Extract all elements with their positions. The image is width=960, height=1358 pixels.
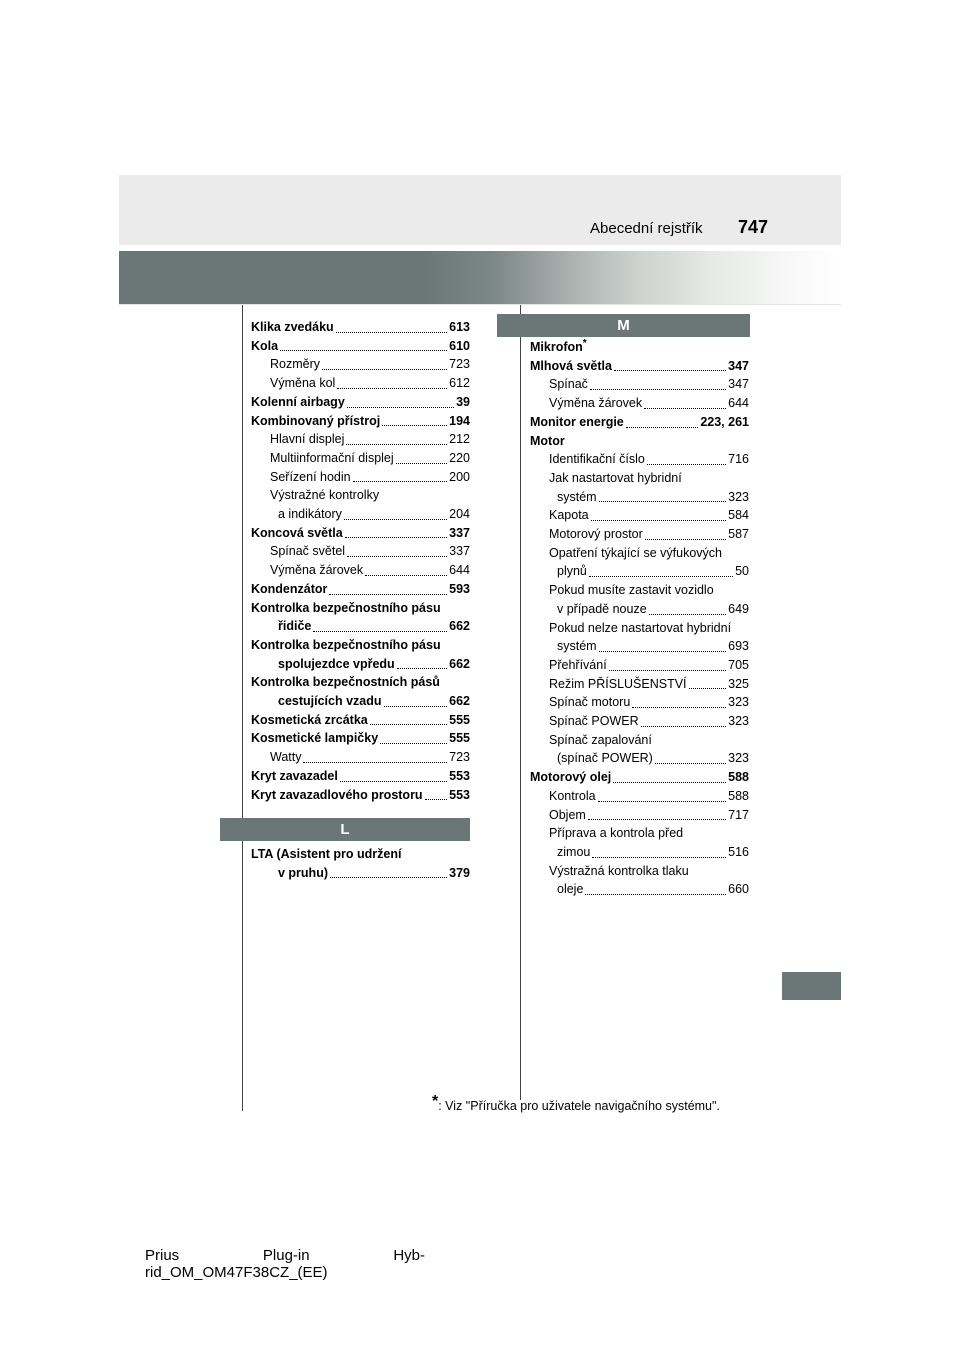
index-entry-page: 705 xyxy=(728,657,749,672)
index-column-l-section xyxy=(251,845,470,882)
index-entry-page: 223, 261 xyxy=(700,414,749,429)
dot-leader xyxy=(346,444,447,445)
index-entry-page: 337 xyxy=(449,544,470,559)
index-entry xyxy=(251,318,470,337)
dot-leader xyxy=(609,670,726,671)
index-entry-term: Pokud musíte zastavit vozidlo xyxy=(549,583,714,598)
index-entry xyxy=(530,731,749,750)
gradient-banner xyxy=(119,251,841,304)
index-entry-page: 204 xyxy=(449,507,470,522)
index-entry-page: 337 xyxy=(449,525,470,540)
index-entry-term: systém xyxy=(557,489,597,504)
index-entry-term: Monitor energie xyxy=(530,414,624,429)
index-entry-term: Kolenní airbagy xyxy=(251,394,345,409)
index-entry xyxy=(530,469,749,488)
index-entry-term: Kapota xyxy=(549,508,589,523)
index-entry-page: 200 xyxy=(449,469,470,484)
index-entry-term: Kosmetické lampičky xyxy=(251,731,379,746)
index-entry-page: 612 xyxy=(449,376,470,391)
index-entry-page: 516 xyxy=(728,844,749,859)
dot-leader xyxy=(336,332,447,333)
dot-leader xyxy=(626,427,699,428)
index-entry xyxy=(530,656,749,675)
dot-leader xyxy=(590,389,726,390)
dot-leader xyxy=(592,857,726,858)
dot-leader xyxy=(614,370,726,371)
footer-line-2: rid_OM_OM47F38CZ_(EE) xyxy=(145,1264,328,1281)
footer-word-1: Prius xyxy=(145,1247,180,1264)
index-entry xyxy=(530,843,749,862)
dot-leader xyxy=(588,819,726,820)
banner-underline xyxy=(119,304,841,305)
dot-leader xyxy=(353,481,448,482)
index-entry-term: Seřízení hodin xyxy=(270,469,351,484)
index-entry-page: 588 xyxy=(728,788,749,803)
index-entry xyxy=(251,864,470,883)
index-entry xyxy=(251,692,470,711)
index-entry xyxy=(251,542,470,561)
dot-leader xyxy=(647,464,726,465)
index-entry-term: Spínač zapalování xyxy=(549,732,652,747)
index-entry-term: Spínač POWER xyxy=(549,714,639,729)
dot-leader xyxy=(380,743,447,744)
footer-word-2: Plug-in xyxy=(262,1247,310,1264)
index-entry-page: 323 xyxy=(728,714,749,729)
index-entry-page: 660 xyxy=(728,882,749,897)
index-entry-page: 347 xyxy=(728,377,749,392)
dot-leader xyxy=(345,537,447,538)
index-entry-page: 649 xyxy=(728,601,749,616)
index-entry-page: 723 xyxy=(449,357,470,372)
section-header-l: L xyxy=(220,818,470,841)
index-column-left xyxy=(251,318,470,804)
index-entry-term: Výstražné kontrolky xyxy=(270,488,380,503)
index-entry xyxy=(530,862,749,881)
index-entry-term: Kryt zavazadlového prostoru xyxy=(251,787,423,802)
footer-line-1 xyxy=(145,1247,425,1264)
dot-leader xyxy=(330,877,447,878)
dot-leader xyxy=(591,520,727,521)
dot-leader xyxy=(598,801,727,802)
dot-leader xyxy=(340,781,447,782)
index-entry-term: Kombinovaný přístroj xyxy=(251,413,381,428)
dot-leader xyxy=(280,350,447,351)
index-entry xyxy=(251,845,470,864)
left-column-rule xyxy=(242,305,243,1111)
index-entry-term: Motorový olej xyxy=(530,770,612,785)
index-entry xyxy=(251,673,470,692)
index-entry-page: 50 xyxy=(735,564,749,579)
index-entry xyxy=(530,749,749,768)
index-entry-term: Spínač světel xyxy=(270,544,346,559)
index-entry xyxy=(530,375,749,394)
index-entry-term: Koncová světla xyxy=(251,525,343,540)
index-entry-page: 662 xyxy=(449,656,470,671)
index-entry-term: Spínač motoru xyxy=(549,695,631,710)
index-entry-page: 584 xyxy=(728,508,749,523)
index-entry xyxy=(530,806,749,825)
chapter-tab xyxy=(782,972,841,1000)
index-entry-term: LTA (Asistent pro udržení xyxy=(251,847,402,861)
index-entry xyxy=(251,355,470,374)
index-entry-term: Kola xyxy=(251,338,279,353)
index-entry xyxy=(251,655,470,674)
index-entry-term: Spínač xyxy=(549,377,588,392)
index-entry-term: Multiinformační displej xyxy=(270,450,394,465)
index-entry xyxy=(251,767,470,786)
index-entry-term: Výstražná kontrolka tlaku xyxy=(549,863,689,878)
index-entry xyxy=(251,374,470,393)
dot-leader xyxy=(365,575,447,576)
middle-column-rule xyxy=(520,305,521,1100)
index-entry xyxy=(251,617,470,636)
index-entry-page: 194 xyxy=(449,413,470,428)
index-entry-page: 587 xyxy=(728,527,749,542)
index-entry xyxy=(530,824,749,843)
page-number: 747 xyxy=(738,217,769,237)
index-entry-page: 693 xyxy=(728,639,749,654)
index-column-right xyxy=(530,338,749,899)
index-entry-term: Kondenzátor xyxy=(251,581,328,596)
dot-leader xyxy=(613,782,726,783)
dot-leader xyxy=(382,425,447,426)
index-entry-page: 347 xyxy=(728,358,749,373)
dot-leader xyxy=(396,463,447,464)
dot-leader xyxy=(425,799,448,800)
index-entry xyxy=(530,544,749,563)
index-entry-term: v případě nouze xyxy=(557,601,647,616)
index-entry xyxy=(530,637,749,656)
dot-leader xyxy=(397,668,447,669)
dot-leader xyxy=(655,763,726,764)
dot-leader xyxy=(329,594,447,595)
document-footer xyxy=(145,1247,435,1281)
index-entry xyxy=(530,357,749,376)
dot-leader xyxy=(344,519,447,520)
index-entry-page: 610 xyxy=(449,338,470,353)
index-entry xyxy=(530,619,749,638)
index-entry xyxy=(530,432,749,451)
index-entry-term: Jak nastartovat hybridní xyxy=(549,470,682,485)
index-entry-term: Kontrola xyxy=(549,788,596,803)
index-entry xyxy=(251,599,470,618)
index-entry-term: Přehřívání xyxy=(549,657,607,672)
index-entry xyxy=(530,562,749,581)
index-entry-term: Kontrolka bezpečnostního pásu xyxy=(251,600,441,615)
index-entry xyxy=(251,412,470,431)
index-entry-term: Motorový prostor xyxy=(549,527,643,542)
index-entry-page: 644 xyxy=(728,396,749,411)
index-entry-page: 717 xyxy=(728,807,749,822)
index-entry xyxy=(530,581,749,600)
dot-leader xyxy=(645,539,726,540)
index-entry-page: 39 xyxy=(456,394,470,409)
index-entry-page: 220 xyxy=(449,450,470,465)
index-entry-term: Opatření týkající se výfukových xyxy=(549,545,722,560)
index-entry-page: 212 xyxy=(449,432,470,447)
index-entry-term: Watty xyxy=(270,750,302,765)
index-entry-term: v pruhu) xyxy=(278,865,328,880)
index-entry-page: 593 xyxy=(449,581,470,596)
index-entry xyxy=(251,748,470,767)
dot-leader xyxy=(585,894,726,895)
index-entry-term: Mikrofon xyxy=(530,340,583,354)
index-entry-page: 325 xyxy=(728,676,749,691)
header-band xyxy=(119,175,841,245)
index-entry xyxy=(530,880,749,899)
index-entry-page: 379 xyxy=(449,865,470,880)
index-entry-term: Motor xyxy=(530,433,565,448)
index-entry-term: Výměna kol xyxy=(270,376,336,391)
index-entry-term: Výměna žárovek xyxy=(549,396,643,411)
index-entry-page: 555 xyxy=(449,712,470,727)
index-entry-term: Výměna žárovek xyxy=(270,563,364,578)
page-title: Abecední rejstřík xyxy=(590,220,703,237)
dot-leader xyxy=(313,631,447,632)
index-entry-page: 323 xyxy=(728,751,749,766)
index-entry-page: 716 xyxy=(728,452,749,467)
index-entry xyxy=(251,430,470,449)
index-entry-page: 323 xyxy=(728,695,749,710)
index-entry xyxy=(530,675,749,694)
index-entry-term: Kontrolka bezpečnostních pásů xyxy=(251,675,440,690)
footnote-text: : Viz "Příručka pro uživatele navigačního systému". xyxy=(438,1099,720,1113)
index-entry-term: Kryt zavazadel xyxy=(251,768,338,783)
dot-leader xyxy=(347,407,454,408)
index-entry xyxy=(251,636,470,655)
index-entry-page: 553 xyxy=(449,787,470,802)
footnote-marker: * xyxy=(582,338,587,349)
index-entry xyxy=(530,525,749,544)
index-entry xyxy=(530,693,749,712)
index-entry-page: 723 xyxy=(449,750,470,765)
index-entry-page: 323 xyxy=(728,489,749,504)
index-entry-term: zimou xyxy=(557,844,591,859)
index-entry-page: 662 xyxy=(449,619,470,634)
index-entry-term: cestujících vzadu xyxy=(278,694,382,709)
index-entry-term: Mlhová světla xyxy=(530,358,612,373)
index-entry-page: 588 xyxy=(728,770,749,785)
index-entry xyxy=(251,786,470,805)
index-entry-term: Režim PŘÍSLUŠENSTVÍ xyxy=(549,676,687,691)
index-entry-term: Příprava a kontrola před xyxy=(549,826,684,841)
section-header-m: M xyxy=(497,314,750,337)
index-entry xyxy=(251,486,470,505)
dot-leader xyxy=(599,651,727,652)
dot-leader xyxy=(337,388,447,389)
dot-leader xyxy=(347,556,447,557)
index-entry xyxy=(251,449,470,468)
index-entry xyxy=(251,393,470,412)
index-entry-page: 662 xyxy=(449,694,470,709)
index-entry xyxy=(251,561,470,580)
index-entry-term: spolujezdce vpředu xyxy=(278,656,395,671)
index-entry-term: plynů xyxy=(557,564,587,579)
index-entry-term: Objem xyxy=(549,807,586,822)
index-entry-term: Pokud nelze nastartovat hybridní xyxy=(549,620,732,635)
index-entry xyxy=(251,337,470,356)
index-entry-term: systém xyxy=(557,639,597,654)
index-entry xyxy=(251,468,470,487)
dot-leader xyxy=(370,724,447,725)
index-entry-page: 555 xyxy=(449,731,470,746)
footnote-symbol: * xyxy=(432,1093,439,1110)
index-entry-term: Hlavní displej xyxy=(270,432,345,447)
index-entry xyxy=(251,524,470,543)
index-entry-page: 613 xyxy=(449,320,470,334)
index-entry-page: 553 xyxy=(449,768,470,783)
index-entry-page: 644 xyxy=(449,563,470,578)
footer-word-3: Hyb- xyxy=(393,1247,425,1264)
index-entry-term: Klika zvedáku xyxy=(251,320,334,334)
dot-leader xyxy=(641,726,727,727)
index-entry-term: Rozměry xyxy=(270,357,321,372)
footnote xyxy=(432,1093,750,1115)
dot-leader xyxy=(649,614,726,615)
dot-leader xyxy=(644,408,726,409)
index-entry xyxy=(530,394,749,413)
index-entry xyxy=(530,600,749,619)
index-entry xyxy=(530,787,749,806)
dot-leader xyxy=(599,501,727,502)
dot-leader xyxy=(384,706,448,707)
index-entry xyxy=(251,711,470,730)
index-entry-term: a indikátory xyxy=(278,507,342,522)
index-entry-term: oleje xyxy=(557,882,584,897)
index-entry-term: Kosmetická zrcátka xyxy=(251,712,368,727)
dot-leader xyxy=(632,707,726,708)
index-entry xyxy=(530,413,749,432)
index-entry xyxy=(530,768,749,787)
dot-leader xyxy=(689,688,727,689)
index-entry xyxy=(251,580,470,599)
index-entry-term: řidiče xyxy=(278,619,312,634)
index-entry xyxy=(530,712,749,731)
index-entry xyxy=(530,506,749,525)
index-entry-term: (spínač POWER) xyxy=(557,751,653,766)
dot-leader xyxy=(589,576,733,577)
index-entry-term: Identifikační číslo xyxy=(549,452,645,467)
dot-leader xyxy=(303,762,447,763)
index-entry xyxy=(251,729,470,748)
index-entry xyxy=(530,450,749,469)
dot-leader xyxy=(322,369,447,370)
index-entry xyxy=(530,338,749,357)
index-entry-term: Kontrolka bezpečnostního pásu xyxy=(251,637,441,652)
index-entry xyxy=(530,488,749,507)
index-entry xyxy=(251,505,470,524)
